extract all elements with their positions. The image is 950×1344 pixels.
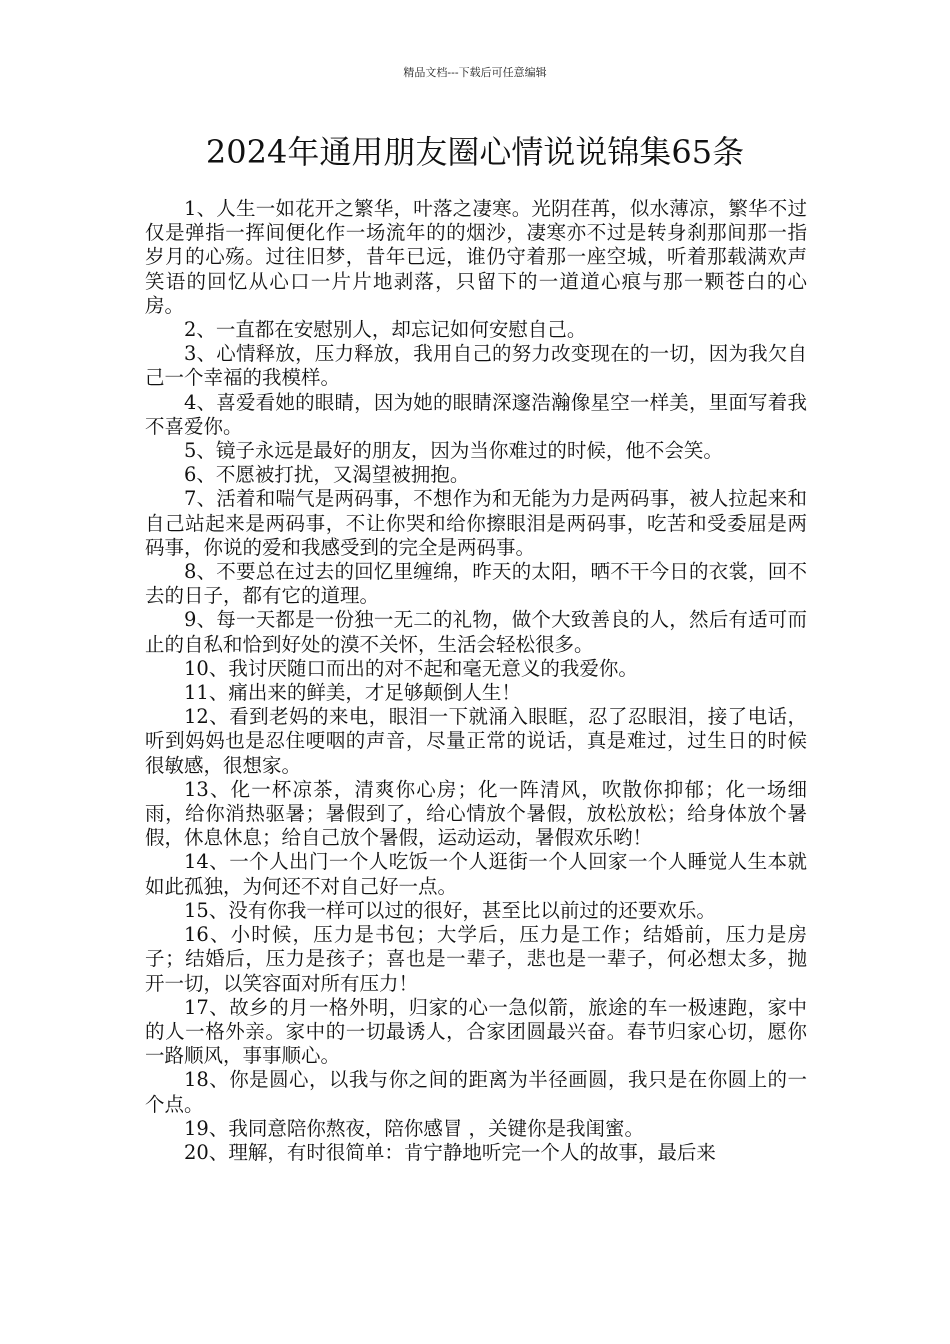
document-body [145, 197, 807, 1165]
paragraph-9: 9、每一天都是一份独一无二的礼物，做个大致善良的人，然后有适可而止的自私和恰到好处的漠不关怀，生活会轻松很多。 [145, 608, 807, 656]
header-note: 精品文档---下载后可任意编辑 [403, 66, 547, 79]
paragraph-2: 2、一直都在安慰别人，却忘记如何安慰自己。 [184, 318, 587, 342]
document-title: 2024年通用朋友圈心情说说锦集65条 [205, 133, 745, 171]
paragraph-18: 18、你是圆心，以我与你之间的距离为半径画圆，我只是在你圆上的一个点。 [145, 1068, 807, 1116]
paragraph-4: 4、喜爱看她的眼睛，因为她的眼睛深邃浩瀚像星空一样美，里面写着我不喜爱你。 [145, 390, 807, 438]
paragraph-14: 14、一个人出门一个人吃饭一个人逛街一个人回家一个人睡觉人生本就如此孤独，为何还不对自己好一点。 [145, 850, 807, 898]
paragraph-15: 15、没有你我一样可以过的很好，甚至比以前过的还要欢乐。 [184, 898, 716, 922]
paragraph-13: 13、化一杯凉茶，清爽你心房；化一阵清风，吹散你抑郁；化一场细雨，给你消热驱暑；暑假到了，给心情放个暑假，放松放松；给身体放个暑假，休息休息；给自己放个暑假，运动运动，暑假欢乐哟！ [145, 777, 807, 850]
paragraph-5: 5、镜子永远是最好的朋友，因为当你难过的时候，他不会笑。 [184, 439, 723, 463]
paragraph-11: 11、痛出来的鲜美，才足够颠倒人生！ [184, 681, 521, 705]
paragraph-17: 17、故乡的月一格外明，归家的心一急似箭，旅途的车一极速跑，家中的人一格外亲。家中的一切最诱人，合家团圆最兴奋。春节归家心切，愿你一路顺风，事事顺心。 [145, 995, 807, 1068]
paragraph-8: 8、不要总在过去的回忆里缠绵，昨天的太阳，晒不干今日的衣裳，回不去的日子，都有它的道理。 [145, 560, 807, 608]
paragraph-12: 12、看到老妈的来电，眼泪一下就涌入眼眶，忍了忍眼泪，接了电话，听到妈妈也是忍住哽咽的声音，尽量正常的说话，真是难过，过生日的时候很敏感，很想家。 [145, 705, 807, 777]
paragraph-19: 19、我同意陪你熬夜，陪你感冒 ，关键你是我闺蜜。 [184, 1116, 645, 1140]
paragraph-1: 1、人生一如花开之繁华，叶落之凄寒。光阴荏苒，似水薄凉，繁华不过仅是弹指一挥间便化作一场流年的的烟沙，凄寒亦不过是转身刹那间那一指岁月的心殇。过往旧梦，昔年已远，谁仍守着那一座空城，听着那载满欢声笑语的回忆从心口一片片地剥落，只留下的一道道心痕与那一颗苍白的心房。 [145, 197, 807, 317]
paragraph-3: 3、心情释放，压力释放，我用自己的努力改变现在的一切，因为我欠自己一个幸福的我模样。 [145, 342, 807, 390]
paragraph-10: 10、我讨厌随口而出的对不起和毫无意义的我爱你。 [184, 656, 638, 680]
paragraph-7: 7、活着和喘气是两码事，不想作为和无能为力是两码事，被人拉起来和自己站起来是两码事，不让你哭和给你擦眼泪是两码事，吃苦和受委屈是两码事，你说的爱和我感受到的完全是两码事。 [145, 487, 807, 559]
paragraph-6: 6、不愿被打扰，又渴望被拥抱。 [184, 463, 470, 487]
paragraph-20: 20、理解，有时很简单：肯宁静地听完一个人的故事，最后来 [184, 1140, 716, 1164]
paragraph-16: 16、小时候，压力是书包；大学后，压力是工作；结婚前，压力是房子；结婚后，压力是孩子；喜也是一辈子，悲也是一辈子，何必想太多，抛开一切，以笑容面对所有压力！ [145, 923, 807, 995]
